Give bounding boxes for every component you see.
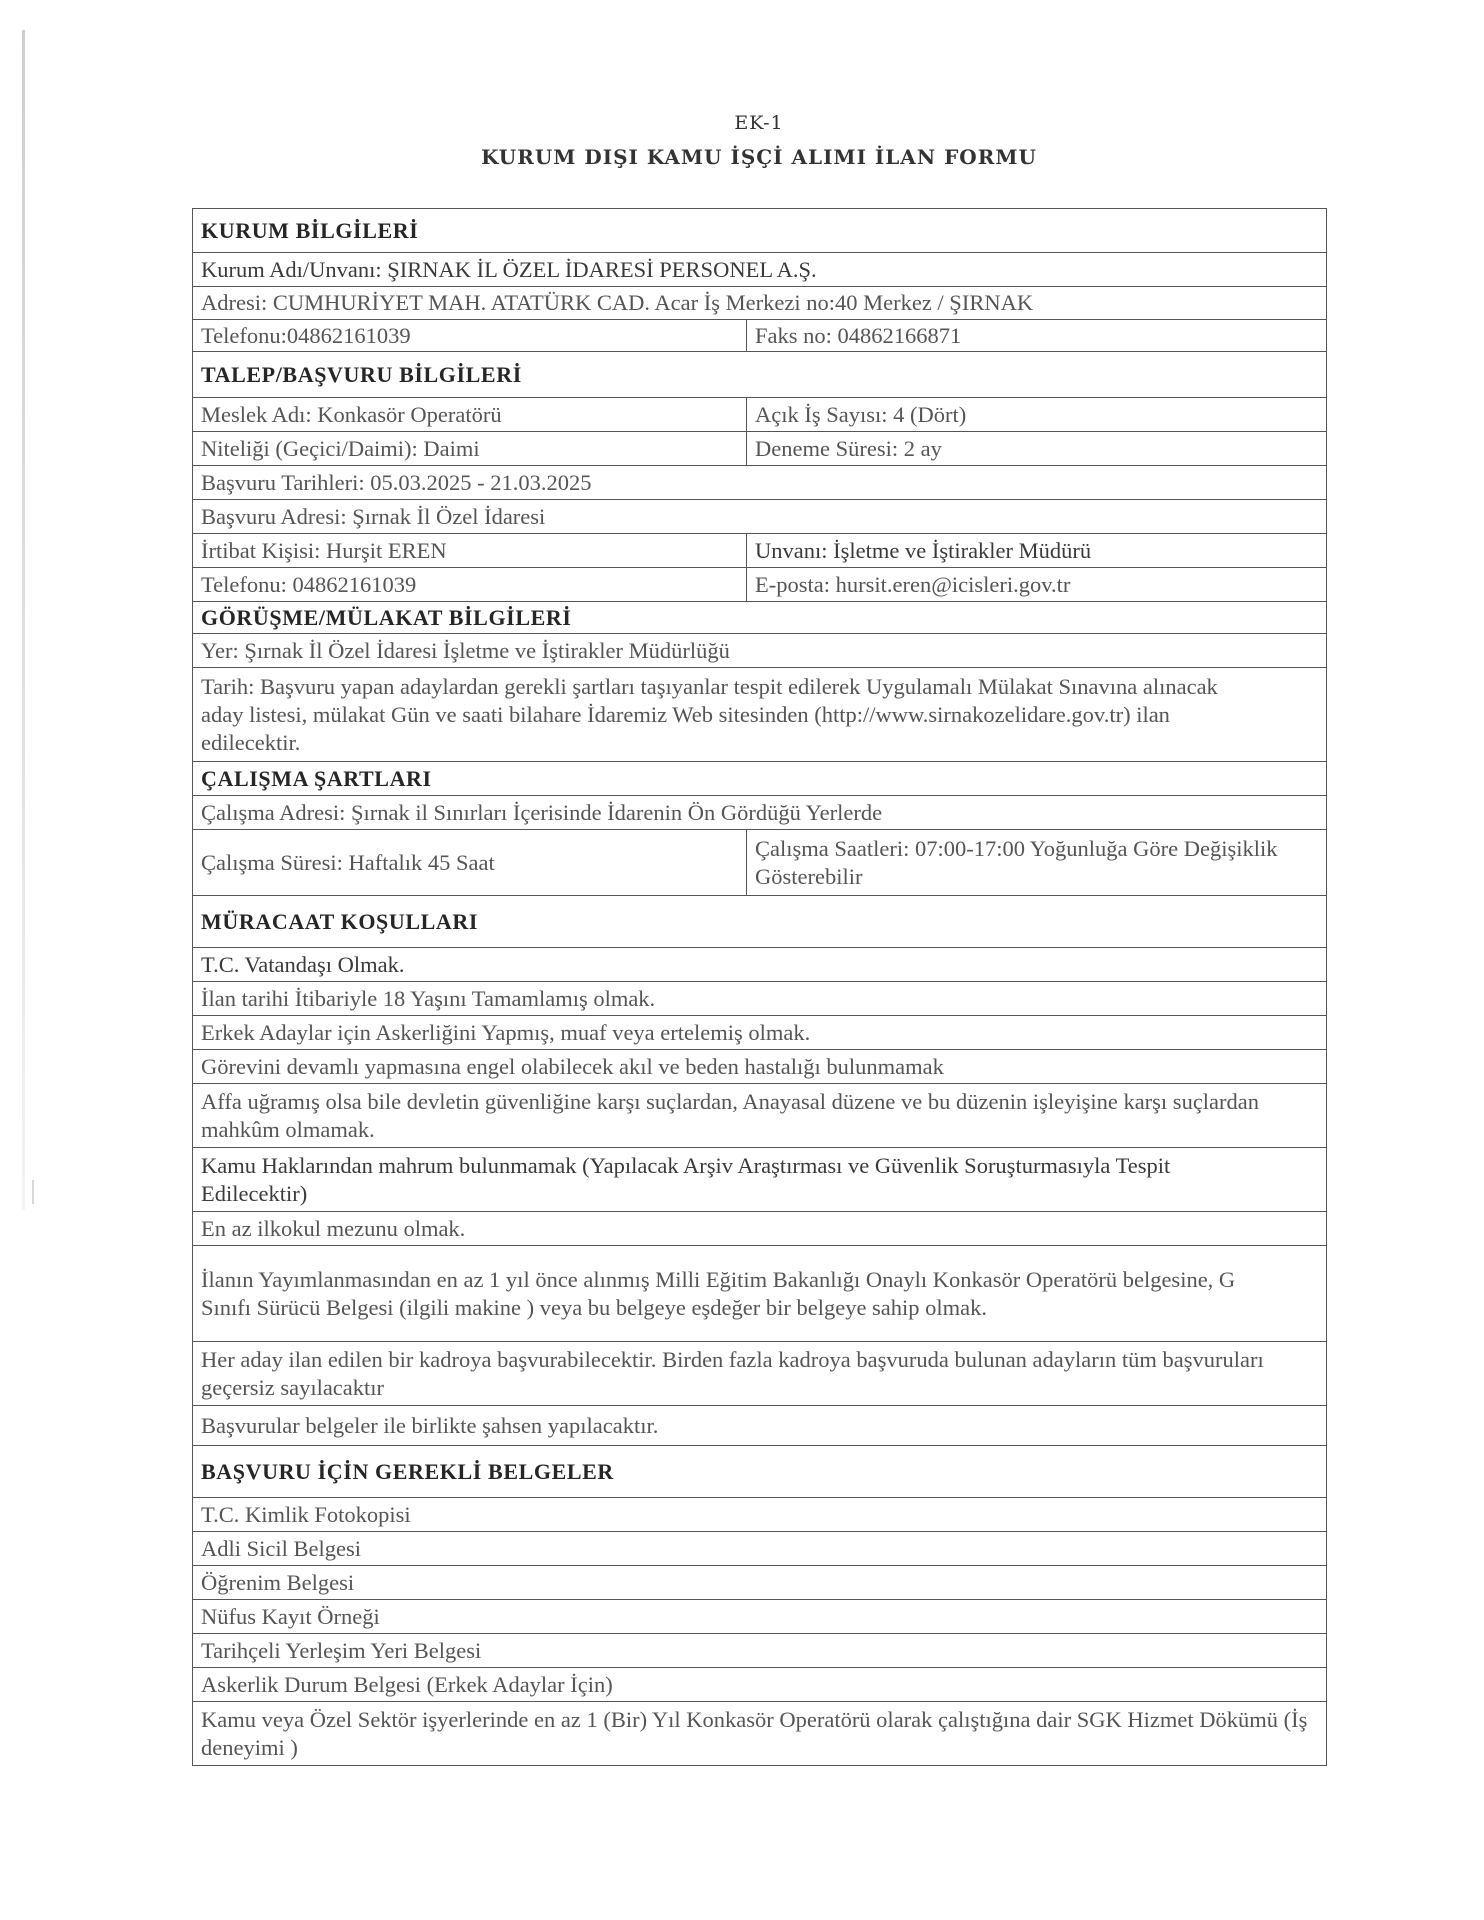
kurum-adi: Kurum Adı/Unvanı: ŞIRNAK İL ÖZEL İDARESİ PERSONEL A.Ş. [193, 253, 1327, 287]
gorusme-yer: Yer: Şırnak İl Özel İdaresi İşletme ve İştirakler Müdürlüğü [193, 634, 1327, 668]
irtibat-telefon: Telefonu: 04862161039 [193, 568, 747, 602]
irtibat-kisisi: İrtibat Kişisi: Hurşit EREN [193, 534, 747, 568]
list-item: Tarihçeli Yerleşim Yeri Belgesi [193, 1634, 1327, 1668]
list-item: Adli Sicil Belgesi [193, 1532, 1327, 1566]
section-heading-belgeler: BAŞVURU İÇİN GEREKLİ BELGELER [193, 1446, 1327, 1498]
annex-label: EK-1 [734, 112, 784, 134]
meslek-adi: Meslek Adı: Konkasör Operatörü [193, 398, 747, 432]
section-heading-muracaat: MÜRACAAT KOŞULLARI [193, 896, 1327, 948]
list-item: Kamu veya Özel Sektör işyerlerinde en az 1 (Bir) Yıl Konkasör Operatörü olarak çalıştığına dair SGK Hizmet Dökümü (İş deneyimi ) [193, 1702, 1327, 1766]
section-heading-kurum: KURUM BİLGİLERİ [193, 209, 1327, 253]
list-item: Kamu Haklarından mahrum bulunmamak (Yapılacak Arşiv Araştırması ve Güvenlik Soruşturmasıyla Tespit Edilecektir) [193, 1148, 1327, 1212]
announcement-form-table [192, 208, 1327, 1766]
niteligi: Niteliği (Geçici/Daimi): Daimi [193, 432, 747, 466]
list-item: İlan tarihi İtibariyle 18 Yaşını Tamamlamış olmak. [193, 982, 1327, 1016]
deneme-suresi: Deneme Süresi: 2 ay [747, 432, 1327, 466]
list-item: Başvurular belgeler ile birlikte şahsen yapılacaktır. [193, 1406, 1327, 1446]
scan-mark [32, 1180, 34, 1204]
list-item: T.C. Vatandaşı Olmak. [193, 948, 1327, 982]
calisma-suresi: Çalışma Süresi: Haftalık 45 Saat [193, 830, 747, 896]
list-item: Askerlik Durum Belgesi (Erkek Adaylar İçin) [193, 1668, 1327, 1702]
section-heading-gorusme: GÖRÜŞME/MÜLAKAT BİLGİLERİ [193, 602, 1327, 634]
calisma-saatleri: Çalışma Saatleri: 07:00-17:00 Yoğunluğa Göre Değişiklik Gösterebilir [747, 830, 1327, 896]
list-item: Her aday ilan edilen bir kadroya başvurabilecektir. Birden fazla kadroya başvuruda bulunan adayların tüm başvuruları geçersiz sayılacaktır [193, 1342, 1327, 1406]
basvuru-tarihleri: Başvuru Tarihleri: 05.03.2025 - 21.03.2025 [193, 466, 1327, 500]
kurum-adres: Adresi: CUMHURİYET MAH. ATATÜRK CAD. Acar İş Merkezi no:40 Merkez / ŞIRNAK [193, 287, 1327, 320]
acik-is-sayisi: Açık İş Sayısı: 4 (Dört) [747, 398, 1327, 432]
list-item: En az ilkokul mezunu olmak. [193, 1212, 1327, 1246]
list-item: Öğrenim Belgesi [193, 1566, 1327, 1600]
irtibat-unvani: Unvanı: İşletme ve İştirakler Müdürü [747, 534, 1327, 568]
list-item: Erkek Adaylar için Askerliğini Yapmış, muaf veya ertelemiş olmak. [193, 1016, 1327, 1050]
section-heading-talep: TALEP/BAŞVURU BİLGİLERİ [193, 352, 1327, 398]
form-title: KURUM DIŞI KAMU İŞÇİ ALIMI İLAN FORMU [481, 145, 1037, 169]
basvuru-adresi: Başvuru Adresi: Şırnak İl Özel İdaresi [193, 500, 1327, 534]
gorusme-tarih: Tarih: Başvuru yapan adaylardan gerekli şartları taşıyanlar tespit edilerek Uygulamalı Mülakat Sınavına alınacak aday listesi, mülakat Gün ve saati bilahare İdaremiz Web sitesinden (http://www.sirnakozelidare.gov.tr) ilan edilecektir. [193, 668, 1327, 762]
irtibat-eposta: E-posta: hursit.eren@icisleri.gov.tr [747, 568, 1327, 602]
list-item: Affa uğramış olsa bile devletin güvenliğine karşı suçlardan, Anayasal düzene ve bu düzenin işleyişine karşı suçlardan mahkûm olmamak. [193, 1084, 1327, 1148]
section-heading-calisma: ÇALIŞMA ŞARTLARI [193, 762, 1327, 796]
kurum-faks: Faks no: 04862166871 [747, 320, 1327, 352]
list-item: Görevini devamlı yapmasına engel olabilecek akıl ve beden hastalığı bulunmamak [193, 1050, 1327, 1084]
scan-edge-shadow [22, 30, 25, 1210]
list-item: T.C. Kimlik Fotokopisi [193, 1498, 1327, 1532]
list-item: İlanın Yayımlanmasından en az 1 yıl önce alınmış Milli Eğitim Bakanlığı Onaylı Konkasör Operatörü belgesine, G Sınıfı Sürücü Belgesi (ilgili makine ) veya bu belgeye eşdeğer bir belgeye sahip olmak. [193, 1246, 1327, 1342]
list-item: Nüfus Kayıt Örneği [193, 1600, 1327, 1634]
calisma-adresi: Çalışma Adresi: Şırnak il Sınırları İçerisinde İdarenin Ön Gördüğü Yerlerde [193, 796, 1327, 830]
kurum-telefon: Telefonu:04862161039 [193, 320, 747, 352]
